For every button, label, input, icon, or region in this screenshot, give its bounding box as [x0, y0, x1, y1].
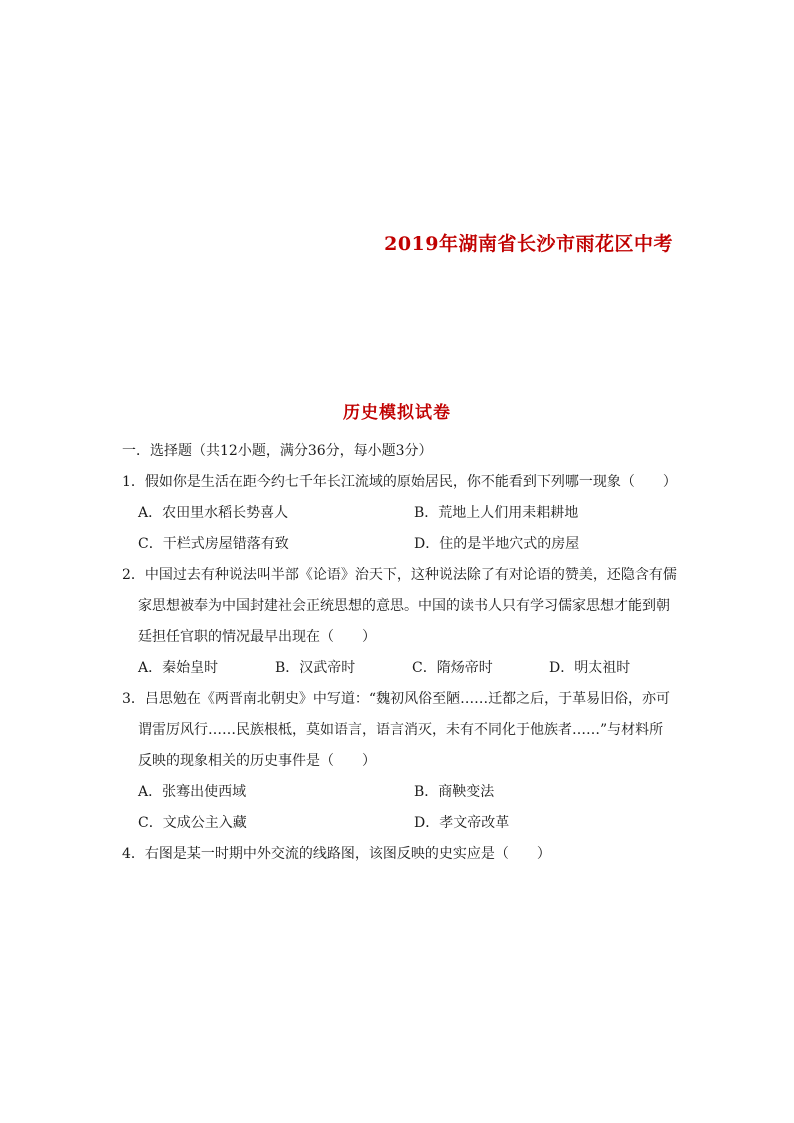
- question-1-option-b: B．荒地上人们用耒耜耕地: [414, 505, 579, 521]
- question-2-line-1: 2．中国过去有种说法叫半部《论语》治天下，这种说法除了有对论语的赞美，还隐含有儒: [122, 567, 677, 583]
- exam-title: 2019年湖南省长沙市雨花区中考: [384, 233, 673, 255]
- question-2-option-c: C．隋炀帝时: [412, 660, 493, 676]
- question-3-option-c: C．文成公主入藏: [138, 815, 247, 831]
- question-1-options-row-1: [122, 498, 678, 529]
- question-1-option-d: D．住的是半地穴式的房屋: [414, 536, 580, 552]
- section-heading: 一．选择题（共12小题，满分36分，每小题3分）: [122, 443, 433, 459]
- question-3-options-row-2: [122, 808, 678, 839]
- question-3-line-3: 反映的现象相关的历史事件是（ ）: [138, 753, 376, 769]
- question-2-line-2: 家思想被奉为中国封建社会正统思想的意思。中国的读书人只有学习儒家思想才能到朝: [138, 598, 670, 614]
- question-3-option-d: D．孝文帝改革: [414, 815, 510, 831]
- question-1-option-a: A．农田里水稻长势喜人: [138, 505, 289, 521]
- question-1-options-row-2: [122, 529, 678, 560]
- question-2-line-3: 廷担任官职的情况最早出现在（ ）: [138, 629, 376, 645]
- question-3-line-2: 谓雷厉风行……民族根柢，莫如语言，语言消灭，未有不同化于他族者……”与材料所: [138, 722, 664, 738]
- question-1-option-c: C．干栏式房屋错落有致: [138, 536, 289, 552]
- question-4-line-1: 4．右图是某一时期中外交流的线路图，该图反映的史实应是（ ）: [122, 846, 551, 862]
- question-1-line-1: 1．假如你是生活在距今约七千年长江流域的原始居民，你不能看到下列哪一现象（ ）: [122, 474, 677, 490]
- question-3-options-row-1: [122, 777, 678, 808]
- question-2-option-d: D．明太祖时: [549, 660, 631, 676]
- question-3-option-b: B．商鞅变法: [414, 784, 495, 800]
- question-3-option-a: A．张骞出使西域: [138, 784, 247, 800]
- question-2-option-a: A．秦始皇时: [138, 660, 219, 676]
- question-2-options-row: [122, 653, 678, 684]
- question-2-option-b: B．汉武帝时: [275, 660, 356, 676]
- exam-content: [122, 436, 678, 870]
- subject-title: 历史模拟试卷: [343, 403, 451, 423]
- question-3-line-1: 3．吕思勉在《两晋南北朝史》中写道：“魏初风俗至陋……迁都之后，于革易旧俗，亦可: [122, 691, 671, 707]
